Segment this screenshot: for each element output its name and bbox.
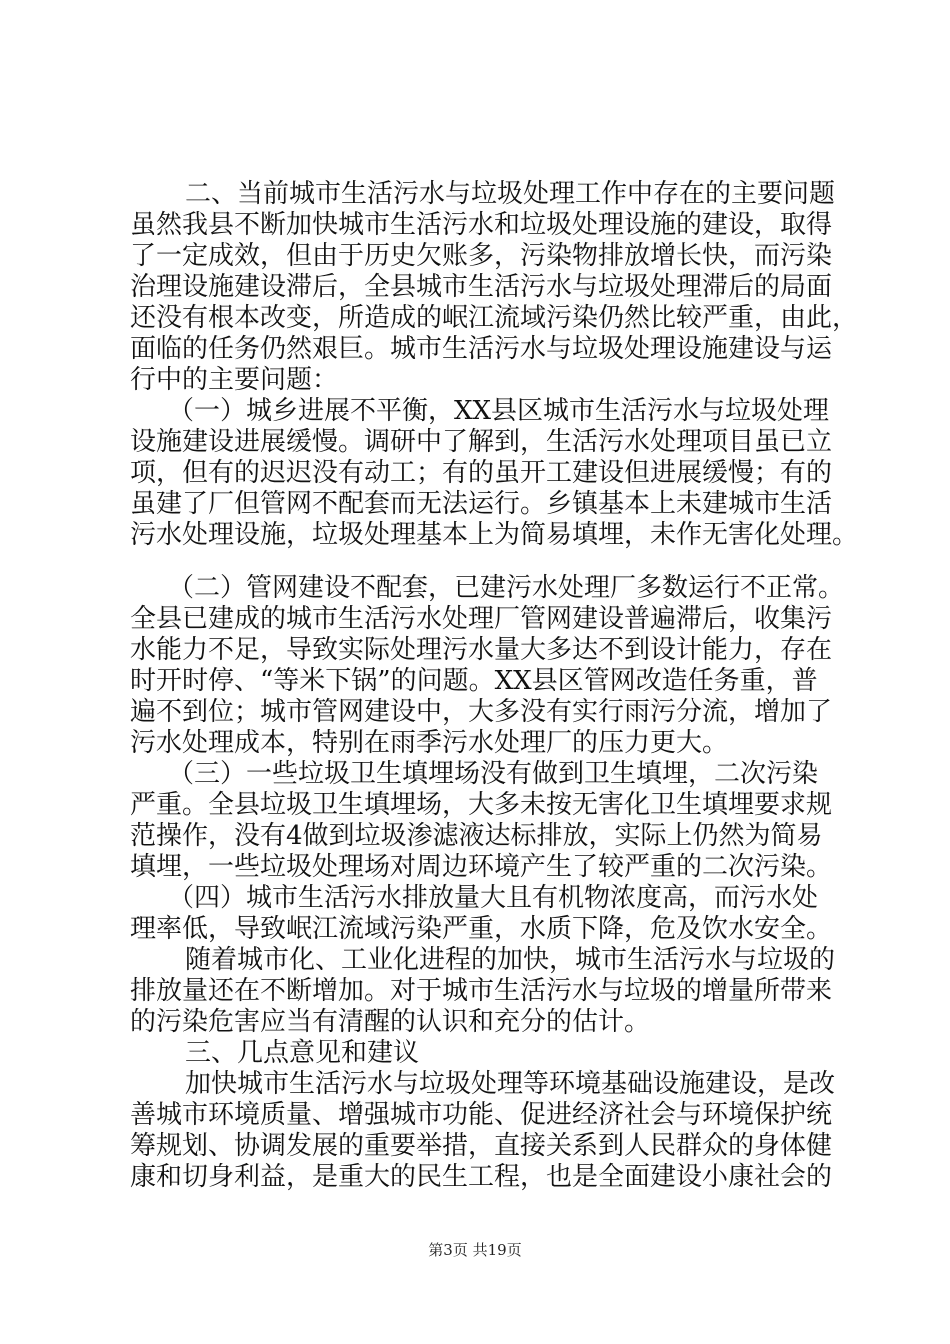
paragraph-line: 理率低，导致岷江流域污染严重，水质下降，危及饮水安全。: [130, 914, 833, 944]
paragraph-line: 填埋，一些垃圾处理场对周边环境产生了较严重的二次污染。: [130, 852, 833, 882]
paragraph-line: 筹规划、协调发展的重要举措，直接关系到人民群众的身体健: [130, 1131, 833, 1161]
paragraph-line: 善城市环境质量、增强城市功能、促进经济社会与环境保护统: [130, 1100, 833, 1130]
paragraph-line: （四）城市生活污水排放量大且有机物浓度高，而污水处: [168, 883, 819, 913]
paragraph-line: 遍不到位；城市管网建设中，大多没有实行雨污分流，增加了: [130, 697, 833, 727]
page-number-footer: 第3页 共19页: [428, 1241, 522, 1259]
paragraph-line: 面临的任务仍然艰巨。城市生活污水与垃圾处理设施建设与运: [130, 334, 833, 364]
paragraph-line: 虽然我县不断加快城市生活污水和垃圾处理设施的建设，取得: [130, 210, 833, 240]
paragraph-line: （三）一些垃圾卫生填埋场没有做到卫生填埋，二次污染: [168, 759, 819, 789]
paragraph-line: 项，但有的迟迟没有动工；有的虽开工建设但进展缓慢；有的: [130, 458, 833, 488]
paragraph-line: 时开时停、“等米下锅”的问题。XX县区管网改造任务重，普: [130, 666, 818, 696]
paragraph-line: 加快城市生活污水与垃圾处理等环境基础设施建设，是改: [185, 1069, 836, 1099]
paragraph-line: 了一定成效，但由于历史欠账多，污染物排放增长快，而污染: [130, 241, 833, 271]
paragraph-line: 水能力不足，导致实际处理污水量大多达不到设计能力，存在: [130, 635, 833, 665]
paragraph-line: 污水处理设施，垃圾处理基本上为简易填埋，未作无害化处理。: [130, 520, 859, 550]
paragraph-line: 设施建设进展缓慢。调研中了解到，生活污水处理项目虽已立: [130, 427, 833, 457]
paragraph-line: 行中的主要问题：: [130, 365, 339, 395]
heading-section-two: 二、当前城市生活污水与垃圾处理工作中存在的主要问题: [185, 179, 836, 209]
paragraph-line: 严重。全县垃圾卫生填埋场，大多未按无害化卫生填埋要求规: [130, 790, 833, 820]
paragraph-line: 排放量还在不断增加。对于城市生活污水与垃圾的增量所带来: [130, 976, 833, 1006]
paragraph-line: 虽建了厂但管网不配套而无法运行。乡镇基本上未建城市生活: [130, 489, 833, 519]
paragraph-line: 范操作，没有4做到垃圾渗滤液达标排放，实际上仍然为简易: [130, 821, 823, 851]
heading-section-three: 三、几点意见和建议: [185, 1038, 420, 1068]
paragraph-line: 全县已建成的城市生活污水处理厂管网建设普遍滞后，收集污: [130, 604, 833, 634]
paragraph-line: （一）城乡进展不平衡，XX县区城市生活污水与垃圾处理: [168, 396, 830, 426]
paragraph-line: 污水处理成本，特别在雨季污水处理厂的压力更大。: [130, 728, 729, 758]
paragraph-line: 治理设施建设滞后，全县城市生活污水与垃圾处理滞后的局面: [130, 272, 833, 302]
paragraph-line: 的污染危害应当有清醒的认识和充分的估计。: [130, 1007, 651, 1037]
paragraph-line: 康和切身利益，是重大的民生工程，也是全面建设小康社会的: [130, 1162, 833, 1192]
paragraph-line: 还没有根本改变，所造成的岷江流域污染仍然比较严重，由此，: [130, 303, 859, 333]
paragraph-line: （二）管网建设不配套，已建污水处理厂多数运行不正常。: [168, 573, 845, 603]
paragraph-line: 随着城市化、工业化进程的加快，城市生活污水与垃圾的: [185, 945, 836, 975]
